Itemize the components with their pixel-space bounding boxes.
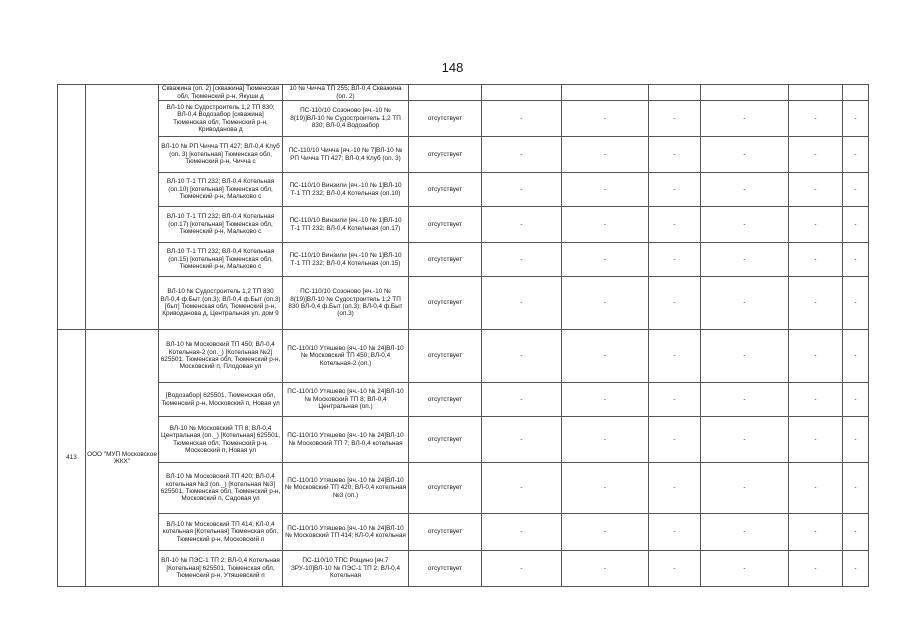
value-cell: - — [843, 417, 869, 463]
value-cell: - — [701, 514, 789, 551]
value-cell — [701, 85, 789, 101]
organization-cell — [86, 85, 159, 330]
value-cell: - — [482, 207, 562, 243]
object-cell: Скважина (оп. 2) [скважина] Тюменская обл, Тюменский р-н, Якуши д — [159, 85, 283, 101]
object-cell: ВЛ-10 № Судостроитель 1,2 ТП 830 ВЛ-0,4 ф.Быт (оп.3); ВЛ-0,4 ф.Быт (оп.3) [быт] Тюменская обл, Тюменский р-н, Криводанова д, Центральная ул, дом 9 — [159, 277, 283, 330]
status-cell — [409, 85, 482, 101]
supply-source-cell: ПС-110/10 Винзили [яч.-10 № 1]ВЛ-10 Т-1 ТП 232; ВЛ-0,4 Котельная (оп.17) — [283, 207, 409, 243]
value-cell: - — [843, 330, 869, 383]
status-cell: отсутствует — [409, 383, 482, 417]
value-cell: - — [843, 137, 869, 173]
value-cell: - — [482, 173, 562, 207]
value-cell: - — [701, 137, 789, 173]
value-cell: - — [649, 463, 701, 514]
value-cell — [843, 85, 869, 101]
value-cell: - — [562, 514, 649, 551]
supply-source-cell: ПС-110/10 ТПС Рощино [яч.7 ЗРУ-10]ВЛ-10 № ПЭС-1 ТП 2; ВЛ-0,4 Котельная — [283, 551, 409, 587]
object-cell: ВЛ-10 № Московский ТП 450; ВЛ-0,4 Котельная-2 (оп._) [Котельная №2] 625501, Тюменская обл, Тюменский р-н, Московский п, Плодовая ул — [159, 330, 283, 383]
value-cell: - — [482, 330, 562, 383]
status-cell: отсутствует — [409, 277, 482, 330]
supply-source-cell: ПС-110/10 Винзили [яч.-10 № 1]ВЛ-10 Т-1 ТП 232; ВЛ-0,4 Котельная (оп.10) — [283, 173, 409, 207]
table-row — [58, 243, 869, 277]
status-cell: отсутствует — [409, 551, 482, 587]
object-cell: ВЛ-10 № Судостроитель 1,2 ТП 830; ВЛ-0,4 Водозабор [скважина] Тюменская обл, Тюменский р-н, Криводанова д — [159, 101, 283, 137]
value-cell: - — [562, 417, 649, 463]
page-number: 148 — [441, 60, 464, 75]
value-cell — [789, 85, 843, 101]
value-cell: - — [701, 551, 789, 587]
status-cell: отсутствует — [409, 173, 482, 207]
value-cell: - — [789, 463, 843, 514]
value-cell: - — [789, 417, 843, 463]
table-row — [58, 101, 869, 137]
value-cell: - — [789, 383, 843, 417]
status-cell: отсутствует — [409, 417, 482, 463]
value-cell: - — [789, 243, 843, 277]
value-cell: - — [789, 207, 843, 243]
table-row — [58, 551, 869, 587]
status-cell: отсутствует — [409, 330, 482, 383]
value-cell — [562, 85, 649, 101]
value-cell: - — [482, 101, 562, 137]
value-cell: - — [701, 207, 789, 243]
value-cell: - — [482, 137, 562, 173]
value-cell: - — [843, 277, 869, 330]
value-cell: - — [843, 243, 869, 277]
value-cell: - — [649, 137, 701, 173]
value-cell: - — [649, 330, 701, 383]
value-cell: - — [562, 463, 649, 514]
value-cell: - — [843, 514, 869, 551]
object-cell: ВЛ-10 № Московский ТП 414; КЛ-0,4 котельная [Котельная] Тюменская обл, Тюменский р-н, Московский п — [159, 514, 283, 551]
table-row — [58, 514, 869, 551]
value-cell: - — [562, 101, 649, 137]
value-cell: - — [562, 551, 649, 587]
supply-source-cell: ПС-110/10 Винзили [яч.-10 № 1]ВЛ-10 Т-1 ТП 232; ВЛ-0,4 Котельная (оп.15) — [283, 243, 409, 277]
status-cell: отсутствует — [409, 101, 482, 137]
table-row — [58, 207, 869, 243]
supply-source-cell: ПС-110/10 Утяшево [яч.-10 № 24]ВЛ-10 № Московский ТП 414; КЛ-0,4 котельная — [283, 514, 409, 551]
supply-source-cell: ПС-110/10 Утяшево [яч.-10 № 24]ВЛ-10 № Московский ТП 420; ВЛ-0,4 котельная №3 (оп.) — [283, 463, 409, 514]
value-cell: - — [482, 551, 562, 587]
table-row — [58, 173, 869, 207]
object-cell: ВЛ-10 № Московский ТП 420; ВЛ-0,4 котельная №3 (оп._) [Котельная №3] 625501, Тюменская обл, Тюменский р-н, Московский п, Садовая ул — [159, 463, 283, 514]
value-cell: - — [843, 207, 869, 243]
table-body — [58, 85, 869, 587]
status-cell: отсутствует — [409, 243, 482, 277]
value-cell: - — [562, 277, 649, 330]
object-cell: [Водозабор] 625501, Тюменская обл, Тюменский р-н, Московский п, Новая ул — [159, 383, 283, 417]
value-cell: - — [562, 383, 649, 417]
object-cell: ВЛ-10 № Московский ТП 8; ВЛ-0,4 Центральная (оп._) [Котельная] 625501, Тюменская обл, Тюменский р-н, Московский п, Новая ул — [159, 417, 283, 463]
value-cell: - — [789, 101, 843, 137]
value-cell: - — [649, 551, 701, 587]
group-organization-cell: ООО "МУП Московское ЖКХ" — [86, 330, 159, 587]
value-cell: - — [701, 383, 789, 417]
value-cell: - — [482, 417, 562, 463]
value-cell: - — [649, 173, 701, 207]
object-cell: ВЛ-10 № РП Чичча ТП 427; ВЛ-0,4 Клуб (оп. 3) [котельная] Тюменская обл, Тюменский р-н, Чичча с — [159, 137, 283, 173]
value-cell — [649, 85, 701, 101]
table-row — [58, 463, 869, 514]
status-cell: отсутствует — [409, 207, 482, 243]
value-cell: - — [649, 207, 701, 243]
value-cell: - — [789, 330, 843, 383]
object-cell: ВЛ-10 Т-1 ТП 232; ВЛ-0,4 Котельная (оп.15) [котельная] Тюменская обл, Тюменский р-н, Мальково с — [159, 243, 283, 277]
value-cell: - — [789, 514, 843, 551]
value-cell: - — [701, 101, 789, 137]
table-row — [58, 330, 869, 383]
object-cell: ВЛ-10 № ПЭС-1 ТП 2; ВЛ-0,4 Котельная [Котельная] 625501, Тюменская обл, Тюменский р-н, Утяшевский п — [159, 551, 283, 587]
object-cell: ВЛ-10 Т-1 ТП 232; ВЛ-0,4 Котельная (оп.17) [котельная] Тюменская обл, Тюменский р-н, Мальково с — [159, 207, 283, 243]
value-cell: - — [649, 417, 701, 463]
value-cell: - — [701, 243, 789, 277]
value-cell: - — [482, 383, 562, 417]
value-cell: - — [701, 417, 789, 463]
table-row — [58, 85, 869, 101]
value-cell — [482, 85, 562, 101]
value-cell: - — [649, 383, 701, 417]
value-cell: - — [789, 137, 843, 173]
value-cell: - — [482, 277, 562, 330]
value-cell: - — [701, 330, 789, 383]
table-row — [58, 277, 869, 330]
value-cell: - — [649, 101, 701, 137]
supply-source-cell: ПС-110/10 Созоново [яч.-10 № 8(19)]ВЛ-10 № Судостроитель 1,2 ТП 830 ВЛ-0,4 ф.Быт (оп.3); ВЛ-0,4 ф.Быт (оп.3) — [283, 277, 409, 330]
table-row — [58, 137, 869, 173]
number-cell — [58, 85, 86, 330]
value-cell: - — [482, 514, 562, 551]
value-cell: - — [789, 173, 843, 207]
value-cell: - — [562, 330, 649, 383]
table-row — [58, 383, 869, 417]
supply-source-cell: ПС-110/10 Утяшево [яч.-10 № 24]ВЛ-10 № Московский ТП 8; ВЛ-0,4 Центральная (оп.) — [283, 383, 409, 417]
status-cell: отсутствует — [409, 514, 482, 551]
value-cell: - — [843, 551, 869, 587]
value-cell: - — [482, 463, 562, 514]
value-cell: - — [649, 514, 701, 551]
value-cell: - — [562, 137, 649, 173]
value-cell: - — [649, 277, 701, 330]
value-cell: - — [701, 173, 789, 207]
supply-source-cell: 10 № Чичча ТП 255; ВЛ-0,4 Скважина (оп. 2) — [283, 85, 409, 101]
value-cell: - — [789, 551, 843, 587]
group-number-cell: 413 — [58, 330, 86, 587]
value-cell: - — [562, 243, 649, 277]
value-cell: - — [701, 463, 789, 514]
supply-source-cell: ПС-110/10 Утяшево [яч.-10 № 24]ВЛ-10 № Московский ТП 7; ВЛ-0,4 котельная — [283, 417, 409, 463]
value-cell: - — [701, 277, 789, 330]
value-cell: - — [843, 173, 869, 207]
value-cell: - — [843, 383, 869, 417]
table-row — [58, 417, 869, 463]
value-cell: - — [789, 277, 843, 330]
status-cell: отсутствует — [409, 463, 482, 514]
object-cell: ВЛ-10 Т-1 ТП 232; ВЛ-0,4 Котельная (оп.10) [котельная] Тюменская обл, Тюменский р-н, Мальково с — [159, 173, 283, 207]
status-cell: отсутствует — [409, 137, 482, 173]
value-cell: - — [562, 207, 649, 243]
value-cell: - — [843, 101, 869, 137]
value-cell: - — [562, 173, 649, 207]
supply-source-cell: ПС-110/10 Чичча [яч.-10 № 7]ВЛ-10 № РП Чичча ТП 427; ВЛ-0,4 Клуб (оп. 3) — [283, 137, 409, 173]
value-cell: - — [843, 463, 869, 514]
value-cell: - — [649, 243, 701, 277]
supply-source-cell: ПС-110/10 Созоново [яч.-10 № 8(19)]ВЛ-10 № Судостроитель 1,2 ТП 830; ВЛ-0,4 Водозабор — [283, 101, 409, 137]
energy-objects-table — [57, 84, 869, 587]
value-cell: - — [482, 243, 562, 277]
supply-source-cell: ПС-110/10 Утяшево [яч.-10 № 24]ВЛ-10 № Московский ТП 450; ВЛ-0,4 Котельная-2 (оп.) — [283, 330, 409, 383]
